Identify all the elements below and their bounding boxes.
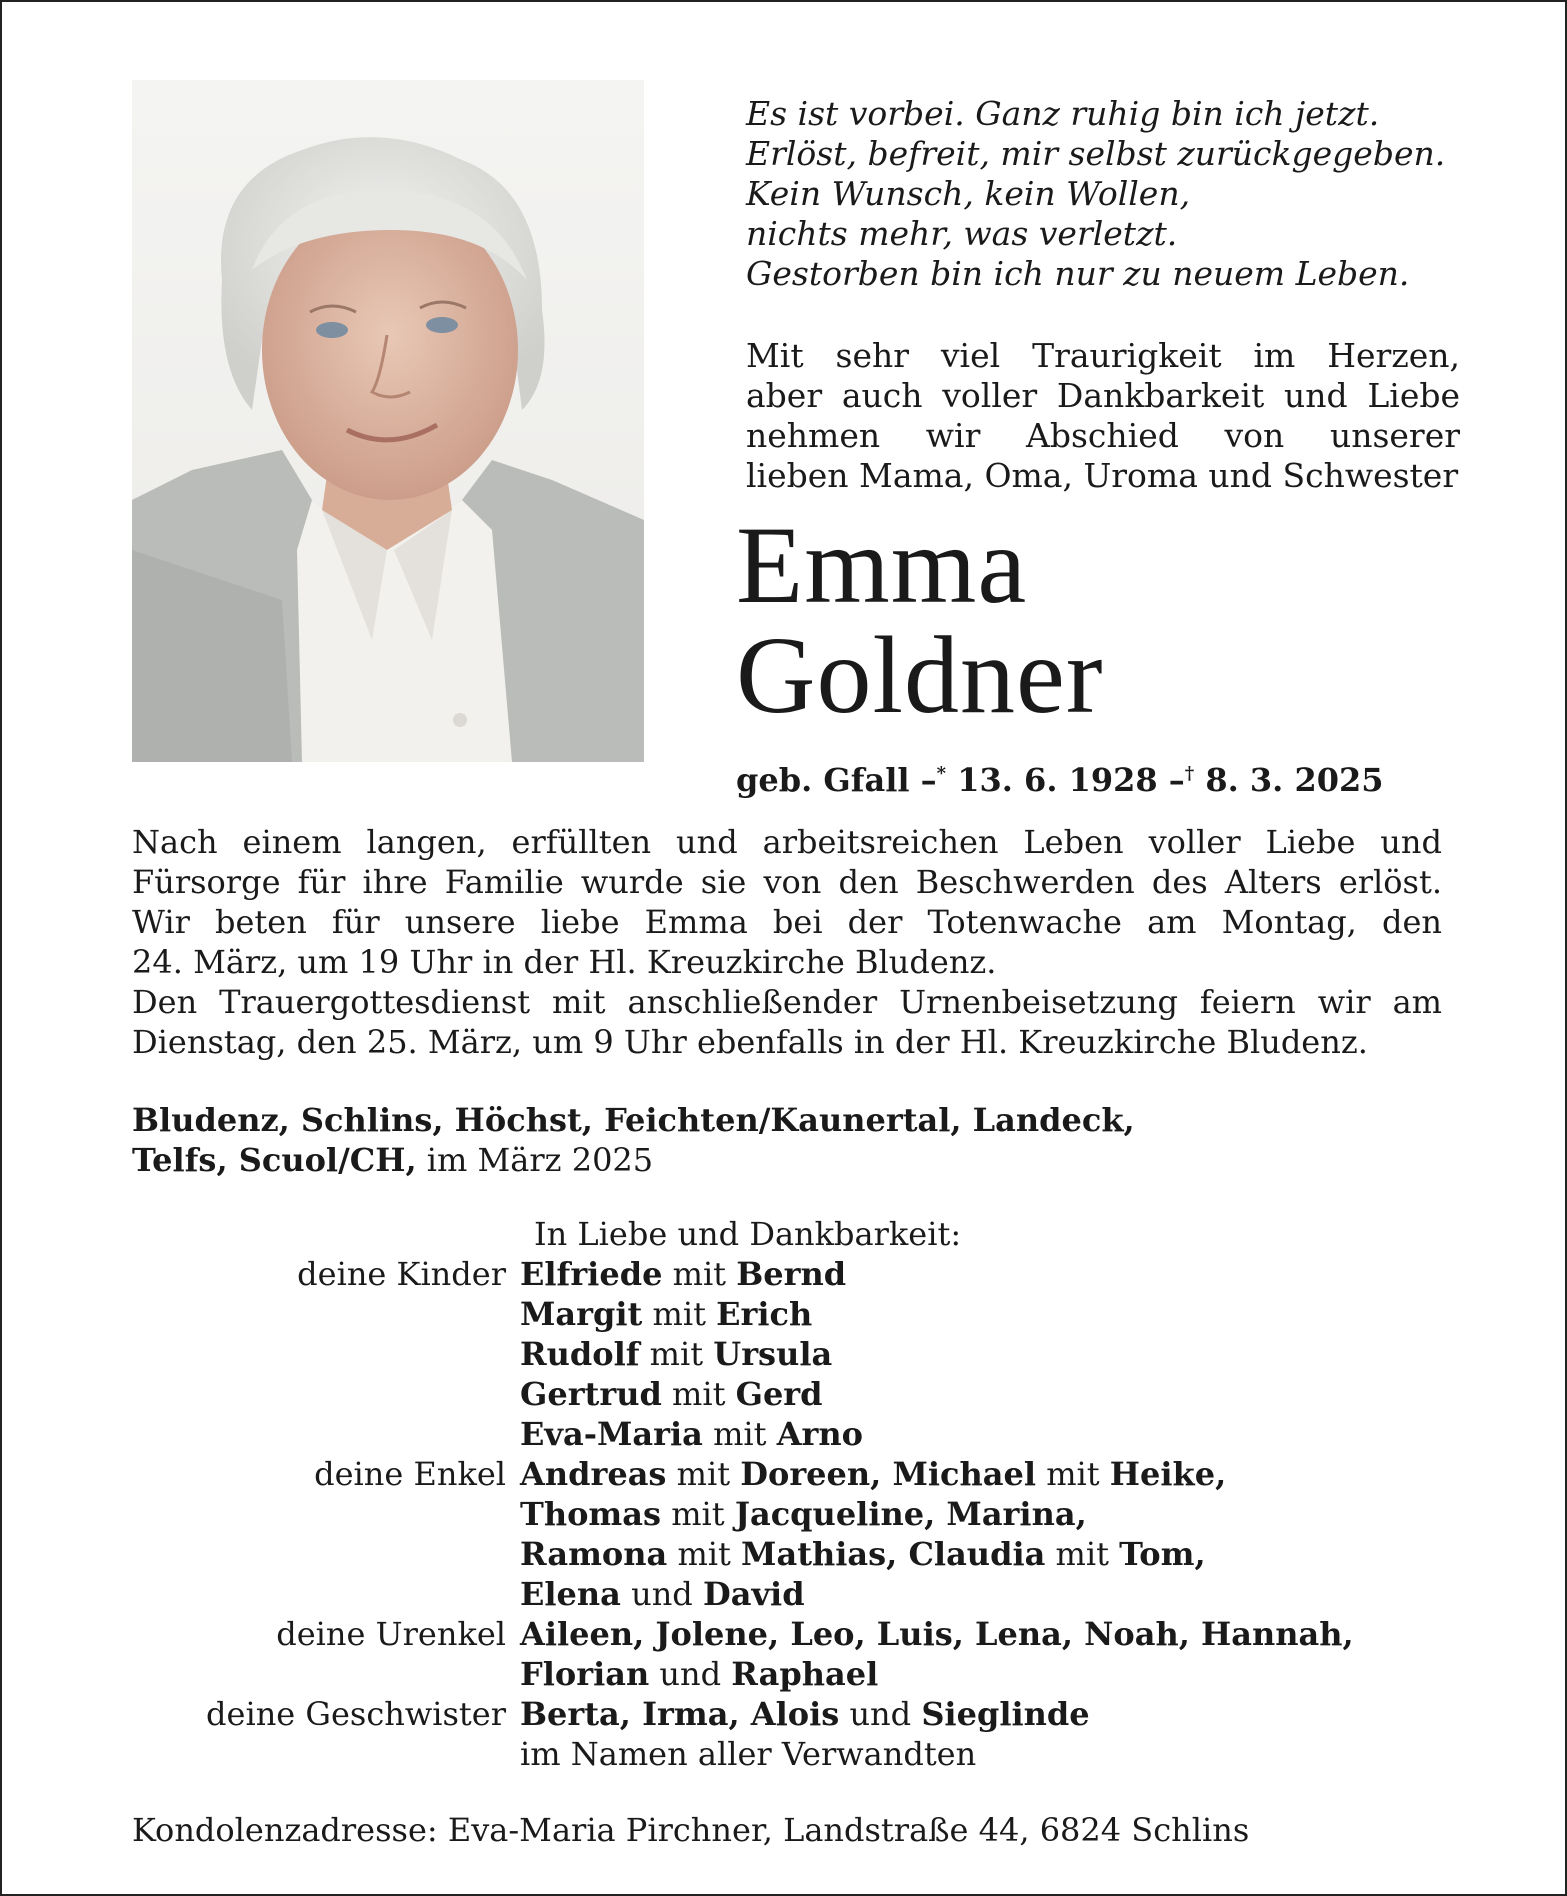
- relation-label: deine Urenkel: [276, 1615, 506, 1653]
- family-row: [132, 1734, 1452, 1774]
- body-line: Nach einem langen, erfüllten und arbeitsreichen Leben voller Liebe und: [132, 823, 1442, 861]
- family-row: [132, 1454, 1452, 1494]
- name: Berta, Irma, Alois: [520, 1695, 840, 1733]
- name: Tom,: [1119, 1535, 1206, 1573]
- connector: mit: [676, 1455, 731, 1493]
- birth-date: 13. 6. 1928: [957, 761, 1158, 799]
- family-row: [132, 1694, 1452, 1734]
- birth-name: geb. Gfall: [736, 761, 910, 799]
- connector: [520, 1294, 812, 1334]
- portrait-image: [132, 80, 644, 762]
- connector: mit: [672, 1255, 727, 1293]
- separator: –: [1168, 761, 1185, 799]
- connector: [520, 1334, 832, 1374]
- name: Elena: [520, 1575, 621, 1613]
- poem-line: Erlöst, befreit, mir selbst zurückgegeben.: [746, 134, 1446, 173]
- poem-line: Kein Wunsch, kein Wollen,: [746, 174, 1191, 213]
- intro-line: nehmen wir Abschied von unserer: [746, 416, 1460, 455]
- connector: mit: [1046, 1455, 1100, 1493]
- name: Sieglinde: [921, 1695, 1090, 1733]
- condolence-address: Kondolenzadresse: Eva-Maria Pirchner, Landstraße 44, 6824 Schlins: [132, 1811, 1250, 1849]
- body-line: Wir beten für unsere liebe Emma bei der Totenwache am Montag, den: [132, 903, 1442, 941]
- body-line: Dienstag, den 25. März, um 9 Uhr ebenfalls in der Hl. Kreuzkirche Bludenz.: [132, 1023, 1368, 1061]
- family-row: [132, 1374, 1452, 1414]
- intro-line: aber auch voller Dankbarkeit und Liebe: [746, 376, 1460, 415]
- connector: [520, 1374, 823, 1414]
- connector: [520, 1494, 1087, 1534]
- family-row: [132, 1534, 1452, 1574]
- intro-line: lieben Mama, Oma, Uroma und Schwester: [746, 456, 1459, 495]
- name: Heike,: [1109, 1455, 1227, 1493]
- death-symbol: †: [1184, 763, 1195, 784]
- family-row: [132, 1494, 1452, 1534]
- deceased-name: [736, 504, 1104, 736]
- body-line: Fürsorge für ihre Familie wurde sie von den Beschwerden des Alters erlöst.: [132, 863, 1442, 901]
- relation-label: deine Kinder: [297, 1255, 506, 1293]
- connector: [520, 1614, 1354, 1654]
- name: Raphael: [731, 1655, 879, 1693]
- relation-label: deine Geschwister: [206, 1695, 506, 1733]
- connector: [520, 1454, 1226, 1494]
- name: Aileen, Jolene, Leo, Luis, Lena, Noah, Hannah,: [520, 1615, 1354, 1653]
- name: Erich: [716, 1295, 813, 1333]
- name: Gerd: [735, 1375, 823, 1413]
- connector: und: [849, 1695, 912, 1733]
- family-row: [132, 1654, 1452, 1694]
- relation-label: deine Enkel: [314, 1455, 506, 1493]
- name: Florian: [520, 1655, 650, 1693]
- name: Margit: [520, 1295, 643, 1333]
- connector: mit: [671, 1495, 725, 1533]
- connector: [520, 1694, 1090, 1734]
- intro-line: Mit sehr viel Traurigkeit im Herzen,: [746, 336, 1460, 375]
- connector: und: [631, 1575, 693, 1613]
- name: David: [702, 1575, 805, 1613]
- connector: mit: [1055, 1535, 1109, 1573]
- relatives-line: im Namen aller Verwandten: [520, 1735, 977, 1773]
- name: Eva-Maria: [520, 1415, 703, 1453]
- body-line: 24. März, um 19 Uhr in der Hl. Kreuzkirche Bludenz.: [132, 943, 997, 981]
- connector: [520, 1254, 846, 1294]
- family-row: [132, 1254, 1452, 1294]
- name: Arno: [776, 1415, 863, 1453]
- family-row: [132, 1414, 1452, 1454]
- name: Doreen, Michael: [740, 1455, 1037, 1493]
- name: Gertrud: [520, 1375, 662, 1413]
- birth-death-line: [736, 754, 1384, 800]
- name: Rudolf: [520, 1335, 640, 1373]
- death-date: 8. 3. 2025: [1205, 761, 1384, 799]
- family-row: [132, 1614, 1452, 1654]
- separator: –: [920, 761, 937, 799]
- connector: mit: [672, 1375, 726, 1413]
- name: Bernd: [736, 1255, 847, 1293]
- places-line: Bludenz, Schlins, Höchst, Feichten/Kaunertal, Landeck,: [132, 1101, 1135, 1139]
- date-line: im März 2025: [416, 1141, 654, 1179]
- poem: [746, 94, 1466, 294]
- intro-text: [746, 336, 1460, 496]
- family-list: [132, 1254, 1452, 1774]
- portrait-photo: [132, 80, 644, 762]
- name: Elfriede: [520, 1255, 663, 1293]
- body-text: [132, 822, 1442, 1062]
- poem-line: Gestorben bin ich nur zu neuem Leben.: [746, 254, 1410, 293]
- connector: und: [659, 1655, 722, 1693]
- family-row: [132, 1334, 1452, 1374]
- last-name: Goldner: [736, 614, 1104, 736]
- connector: mit: [649, 1335, 704, 1373]
- connector: mit: [677, 1535, 731, 1573]
- poem-line: nichts mehr, was verletzt.: [746, 214, 1178, 253]
- connector: [520, 1574, 805, 1614]
- name: Ursula: [713, 1335, 833, 1373]
- connector: mit: [713, 1415, 767, 1453]
- thanks-line: In Liebe und Dankbarkeit:: [534, 1215, 962, 1253]
- family-row: [132, 1294, 1452, 1334]
- first-name: Emma: [736, 504, 1028, 626]
- name: Andreas: [520, 1455, 667, 1493]
- connector: [520, 1534, 1206, 1574]
- name: Jacqueline, Marina,: [734, 1495, 1087, 1533]
- family-row: [132, 1574, 1452, 1614]
- connector: [520, 1654, 878, 1694]
- poem-line: Es ist vorbei. Ganz ruhig bin ich jetzt.: [746, 94, 1380, 133]
- connector: [520, 1414, 863, 1454]
- connector: mit: [652, 1295, 706, 1333]
- name: Thomas: [520, 1495, 662, 1533]
- body-line: Den Trauergottesdienst mit anschließender Urnenbeisetzung feiern wir am: [132, 983, 1442, 1021]
- name: Mathias, Claudia: [741, 1535, 1046, 1573]
- places-date: [132, 1100, 1432, 1180]
- name: Ramona: [520, 1535, 668, 1573]
- birth-symbol: *: [936, 763, 947, 784]
- places-line: Telfs, Scuol/CH,: [132, 1141, 417, 1179]
